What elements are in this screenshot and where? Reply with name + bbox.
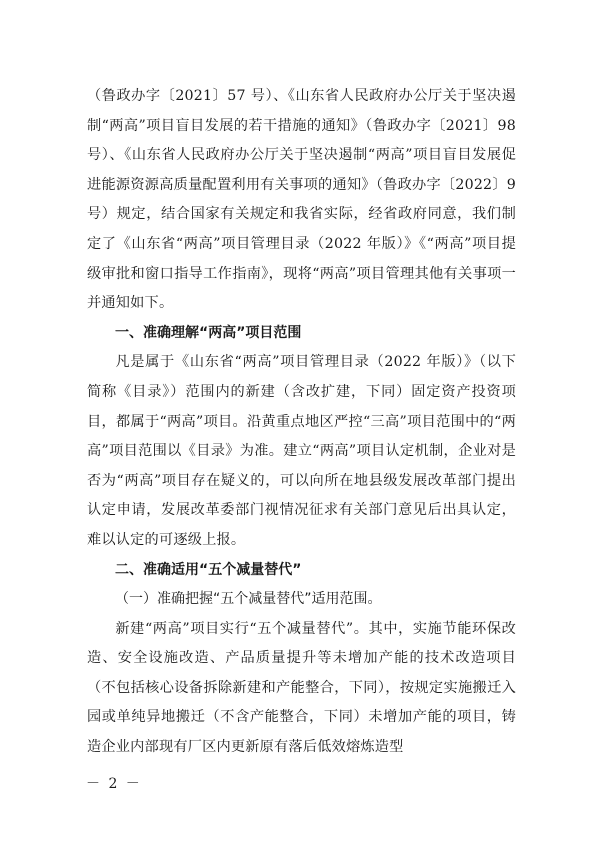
page-number: － 2 － — [86, 776, 142, 792]
body-paragraph-replacement: 新建“两高”项目实行“五个减量替代”。其中，实施节能环保改造、安全设施改造、产品质量提升等未增加产能的技术改造项目（不包括核心设备拆除新建和产能整合，下同），按规定实施搬迁入园或单纯异地搬迁（不含产能整合，下同）未增加产能的项目，铸造企业内部现有厂区内更新原有落后低效熔炼造型 — [87, 620, 516, 756]
subsection-heading-1: （一）准确把握“五个减量替代”适用范围。 — [115, 591, 382, 608]
body-paragraph-scope: 凡是属于《山东省“两高”项目管理目录（2022 年版）》（以下简称《目录》）范围内的新建（含改扩建，下同）固定资产投资项目，都属于“两高”项目。沿黄重点地区严控“三高”项目范围中的“两高”项目范围以《目录》为准。建立“两高”项目认定机制，企业对是否为“两高”项目存在疑义的，可以向所在地县级发展改革部门提出认定申请，发展改革委部门视情况征求有关部门意见后出具认定，难以认定的可逐级上报。 — [87, 354, 516, 548]
body-paragraph-intro: （鲁政办字〔2021〕57 号）、《山东省人民政府办公厅关于坚决遏制“两高”项目盲目发展的若干措施的通知》（鲁政办字〔2021〕98 号）、《山东省人民政府办公厅关于坚决遏制“两高”项目盲目发展促进能源资源高质量配置利用有关事项的通知》（鲁政办字〔2022〕9 号）规定，结合国家有关规定和我省实际，经省政府同意，我们制定了《山东省“两高”项目管理目录（2022 年版）》《“两高”项目提级审批和窗口指导工作指南》，现将“两高”项目管理其他有关事项一并通知如下。 — [87, 88, 516, 312]
section-heading-2: 二、准确适用“五个减量替代” — [115, 561, 302, 578]
section-heading-1: 一、准确理解“两高”项目范围 — [115, 324, 302, 341]
document-body — [87, 82, 516, 763]
